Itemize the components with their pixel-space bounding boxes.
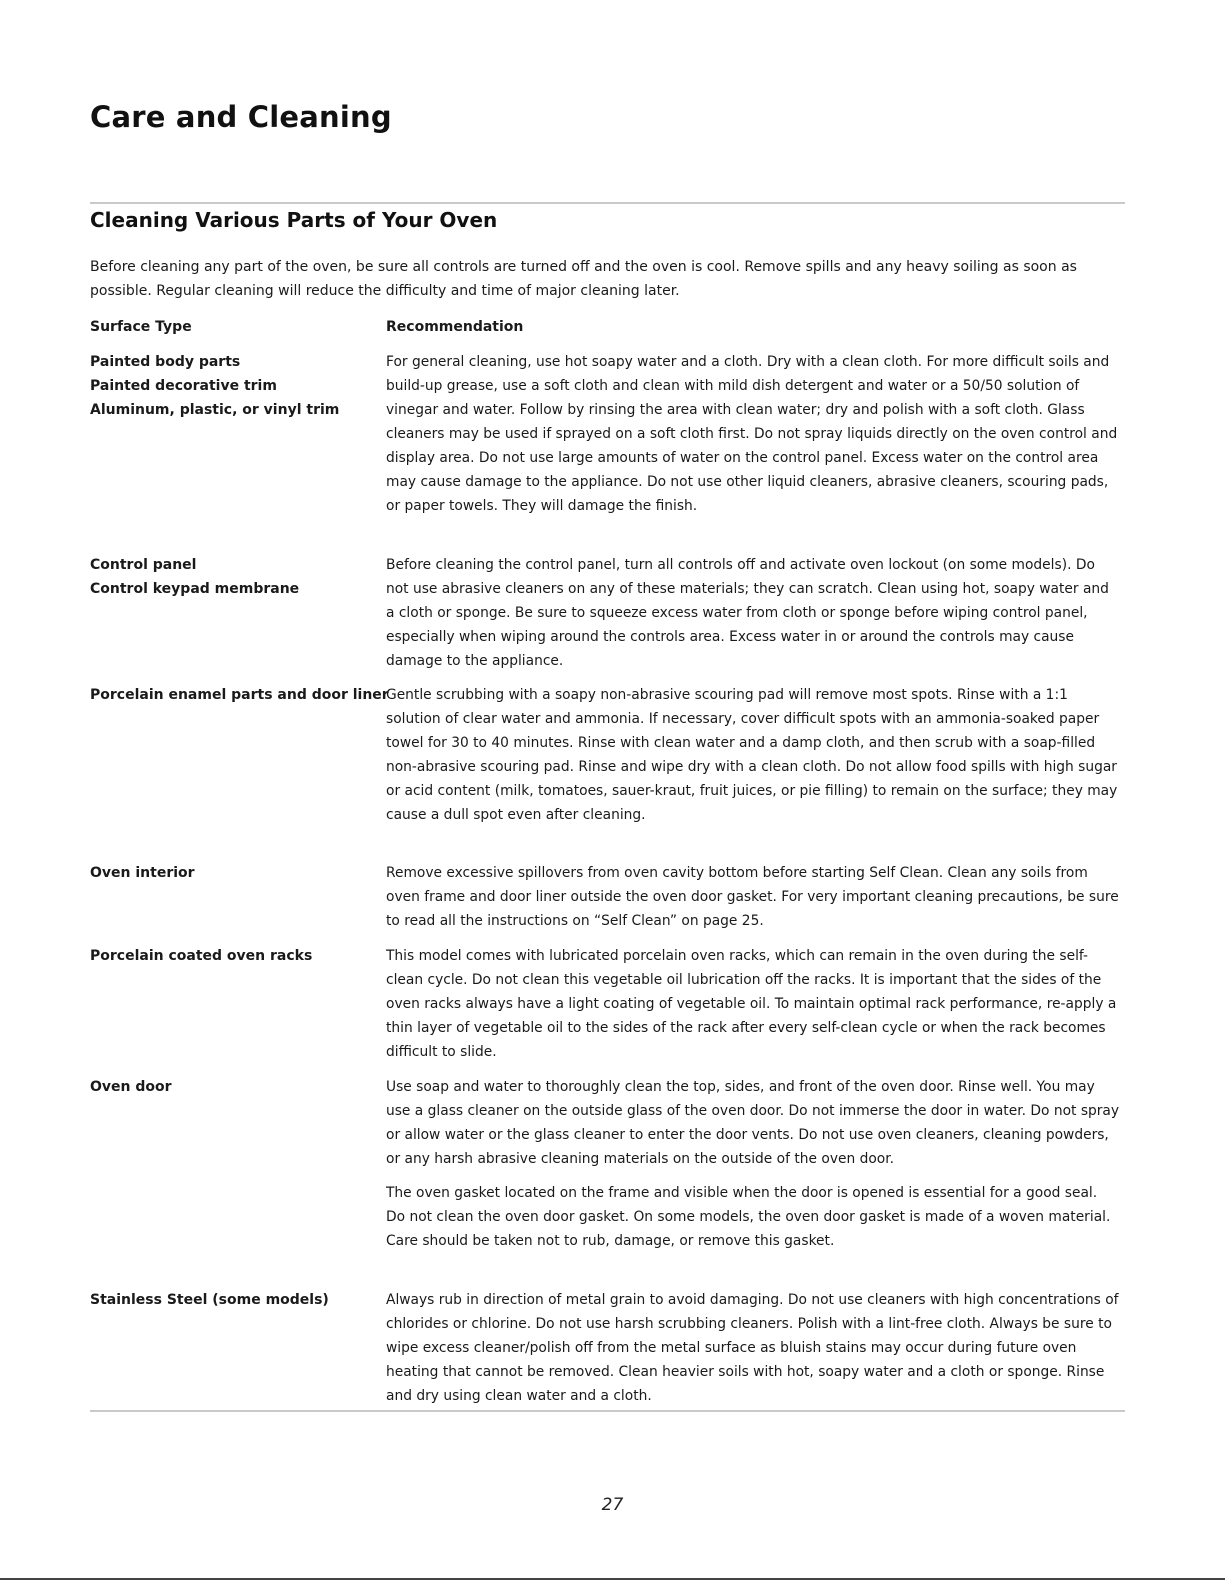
section-title: Cleaning Various Parts of Your Oven [90,208,498,232]
surface-type-label: Painted body parts [90,354,241,370]
surface-type-label: Control keypad membrane [90,581,300,597]
section-divider-bottom [90,1410,1125,1412]
column-header-recommendation: Recommendation [386,319,524,335]
surface-type-label: Porcelain coated oven racks [90,948,313,964]
surface-type-cell [90,861,390,885]
page-bottom-edge [0,1578,1225,1580]
recommendation-text: For general cleaning, use hot soapy water and a cloth. Dry with a clean cloth. For more difficult soils and build-up grease, use a soft cloth and clean with mild dish detergent and water or a 50/50 solution of vinegar and water. Follow by rinsing the area with clean water; dry and polish with a soft cloth. Glass cleaners may be used if sprayed on a soft cloth first. Do not spray liquids directly on the oven control and display area. Do not use large amounts of water on the control panel. Excess water on the control area may cause damage to the appliance. Do not use other liquid cleaners, abrasive cleaners, scouring pads, or paper towels. They will damage the finish. [386,354,1118,514]
surface-type-label: Oven door [90,1079,172,1095]
surface-type-label: Porcelain enamel parts and door liner [90,687,389,703]
surface-type-cell [90,944,390,968]
surface-type-cell [90,350,390,422]
recommendation-cell [386,553,1120,683]
recommendation-text: Always rub in direction of metal grain to avoid damaging. Do not use cleaners with high concentrations of chlorides or chlorine. Do not use harsh scrubbing cleaners. Polish with a lint-free cloth. Always be sure to wipe excess cleaner/polish off from the metal surface as bluish stains may occur during future oven heating that cannot be removed. Clean heavier soils with hot, soapy water and a cloth or sponge. Rinse and dry using clean water and a cloth. [386,1292,1119,1404]
page-number: 27 [601,1495,624,1515]
recommendation-cell [386,944,1120,1074]
surface-type-label: Oven interior [90,865,195,881]
recommendation-cell [386,350,1120,528]
recommendation-text: Gentle scrubbing with a soapy non-abrasive scouring pad will remove most spots. Rinse with a 1:1 solution of clear water and ammonia. If necessary, cover difficult spots with an ammonia-soaked paper towel for 30 to 40 minutes. Rinse with clean water and a damp cloth, and then scrub with a soap-filled non-abrasive scouring pad. Rinse and wipe dry with a clean cloth. Do not allow food spills with high sugar or acid content (milk, tomatoes, sauer-kraut, fruit juices, or pie filling) to remain on the surface; they may cause a dull spot even after cleaning. [386,687,1118,823]
surface-type-cell [90,683,390,707]
recommendation-cell [386,683,1120,837]
recommendation-text: Before cleaning the control panel, turn all controls off and activate oven lockout (on some models). Do not use abrasive cleaners on any of these materials; they can scratch. Clean using hot, soapy water and a cloth or sponge. Be sure to squeeze excess water from cloth or sponge before wiping control panel, especially when wiping around the controls area. Excess water in or around the controls may cause damage to the appliance. [386,557,1109,669]
column-header-surface-type: Surface Type [90,319,192,335]
recommendation-cell [386,1075,1120,1263]
recommendation-cell [386,1288,1120,1418]
surface-type-label: Aluminum, plastic, or vinyl trim [90,402,340,418]
surface-type-label: Stainless Steel (some models) [90,1292,329,1308]
surface-type-label: Painted decorative trim [90,378,277,394]
surface-type-cell [90,1288,390,1312]
surface-type-cell [90,1075,390,1099]
recommendation-text: Remove excessive spillovers from oven cavity bottom before starting Self Clean. Clean any soils from oven frame and door liner outside the oven door gasket. For very important cleaning precautions, be sure to read all the instructions on “Self Clean” on page 25. [386,865,1119,929]
recommendation-text: This model comes with lubricated porcelain oven racks, which can remain in the oven during the self-clean cycle. Do not clean this vegetable oil lubrication off the racks. It is important that the sides of the oven racks always have a light coating of vegetable oil. To maintain optimal rack performance, re-apply a thin layer of vegetable oil to the sides of the rack after every self-clean cycle or when the rack becomes difficult to slide. [386,948,1117,1060]
section-divider-top [90,202,1125,204]
surface-type-cell [90,553,390,601]
page-title: Care and Cleaning [90,100,392,134]
surface-type-label: Control panel [90,557,197,573]
recommendation-cell [386,861,1120,943]
recommendation-text: The oven gasket located on the frame and visible when the door is opened is essential for a good seal. Do not clean the oven door gasket. On some models, the oven door gasket is made of a woven material. Care should be taken not to rub, damage, or remove this gasket. [386,1185,1111,1249]
recommendation-text: Use soap and water to thoroughly clean the top, sides, and front of the oven door. Rinse well. You may use a glass cleaner on the outside glass of the oven door. Do not immerse the door in water. Do not spray or allow water or the glass cleaner to enter the door vents. Do not use oven cleaners, cleaning powders, or any harsh abrasive cleaning materials on the outside of the oven door. [386,1079,1120,1167]
section-intro: Before cleaning any part of the oven, be sure all controls are turned off and the oven is cool. Remove spills and any heavy soiling as soon as possible. Regular cleaning will reduce the difficulty and time of major cleaning later. [90,259,1077,299]
